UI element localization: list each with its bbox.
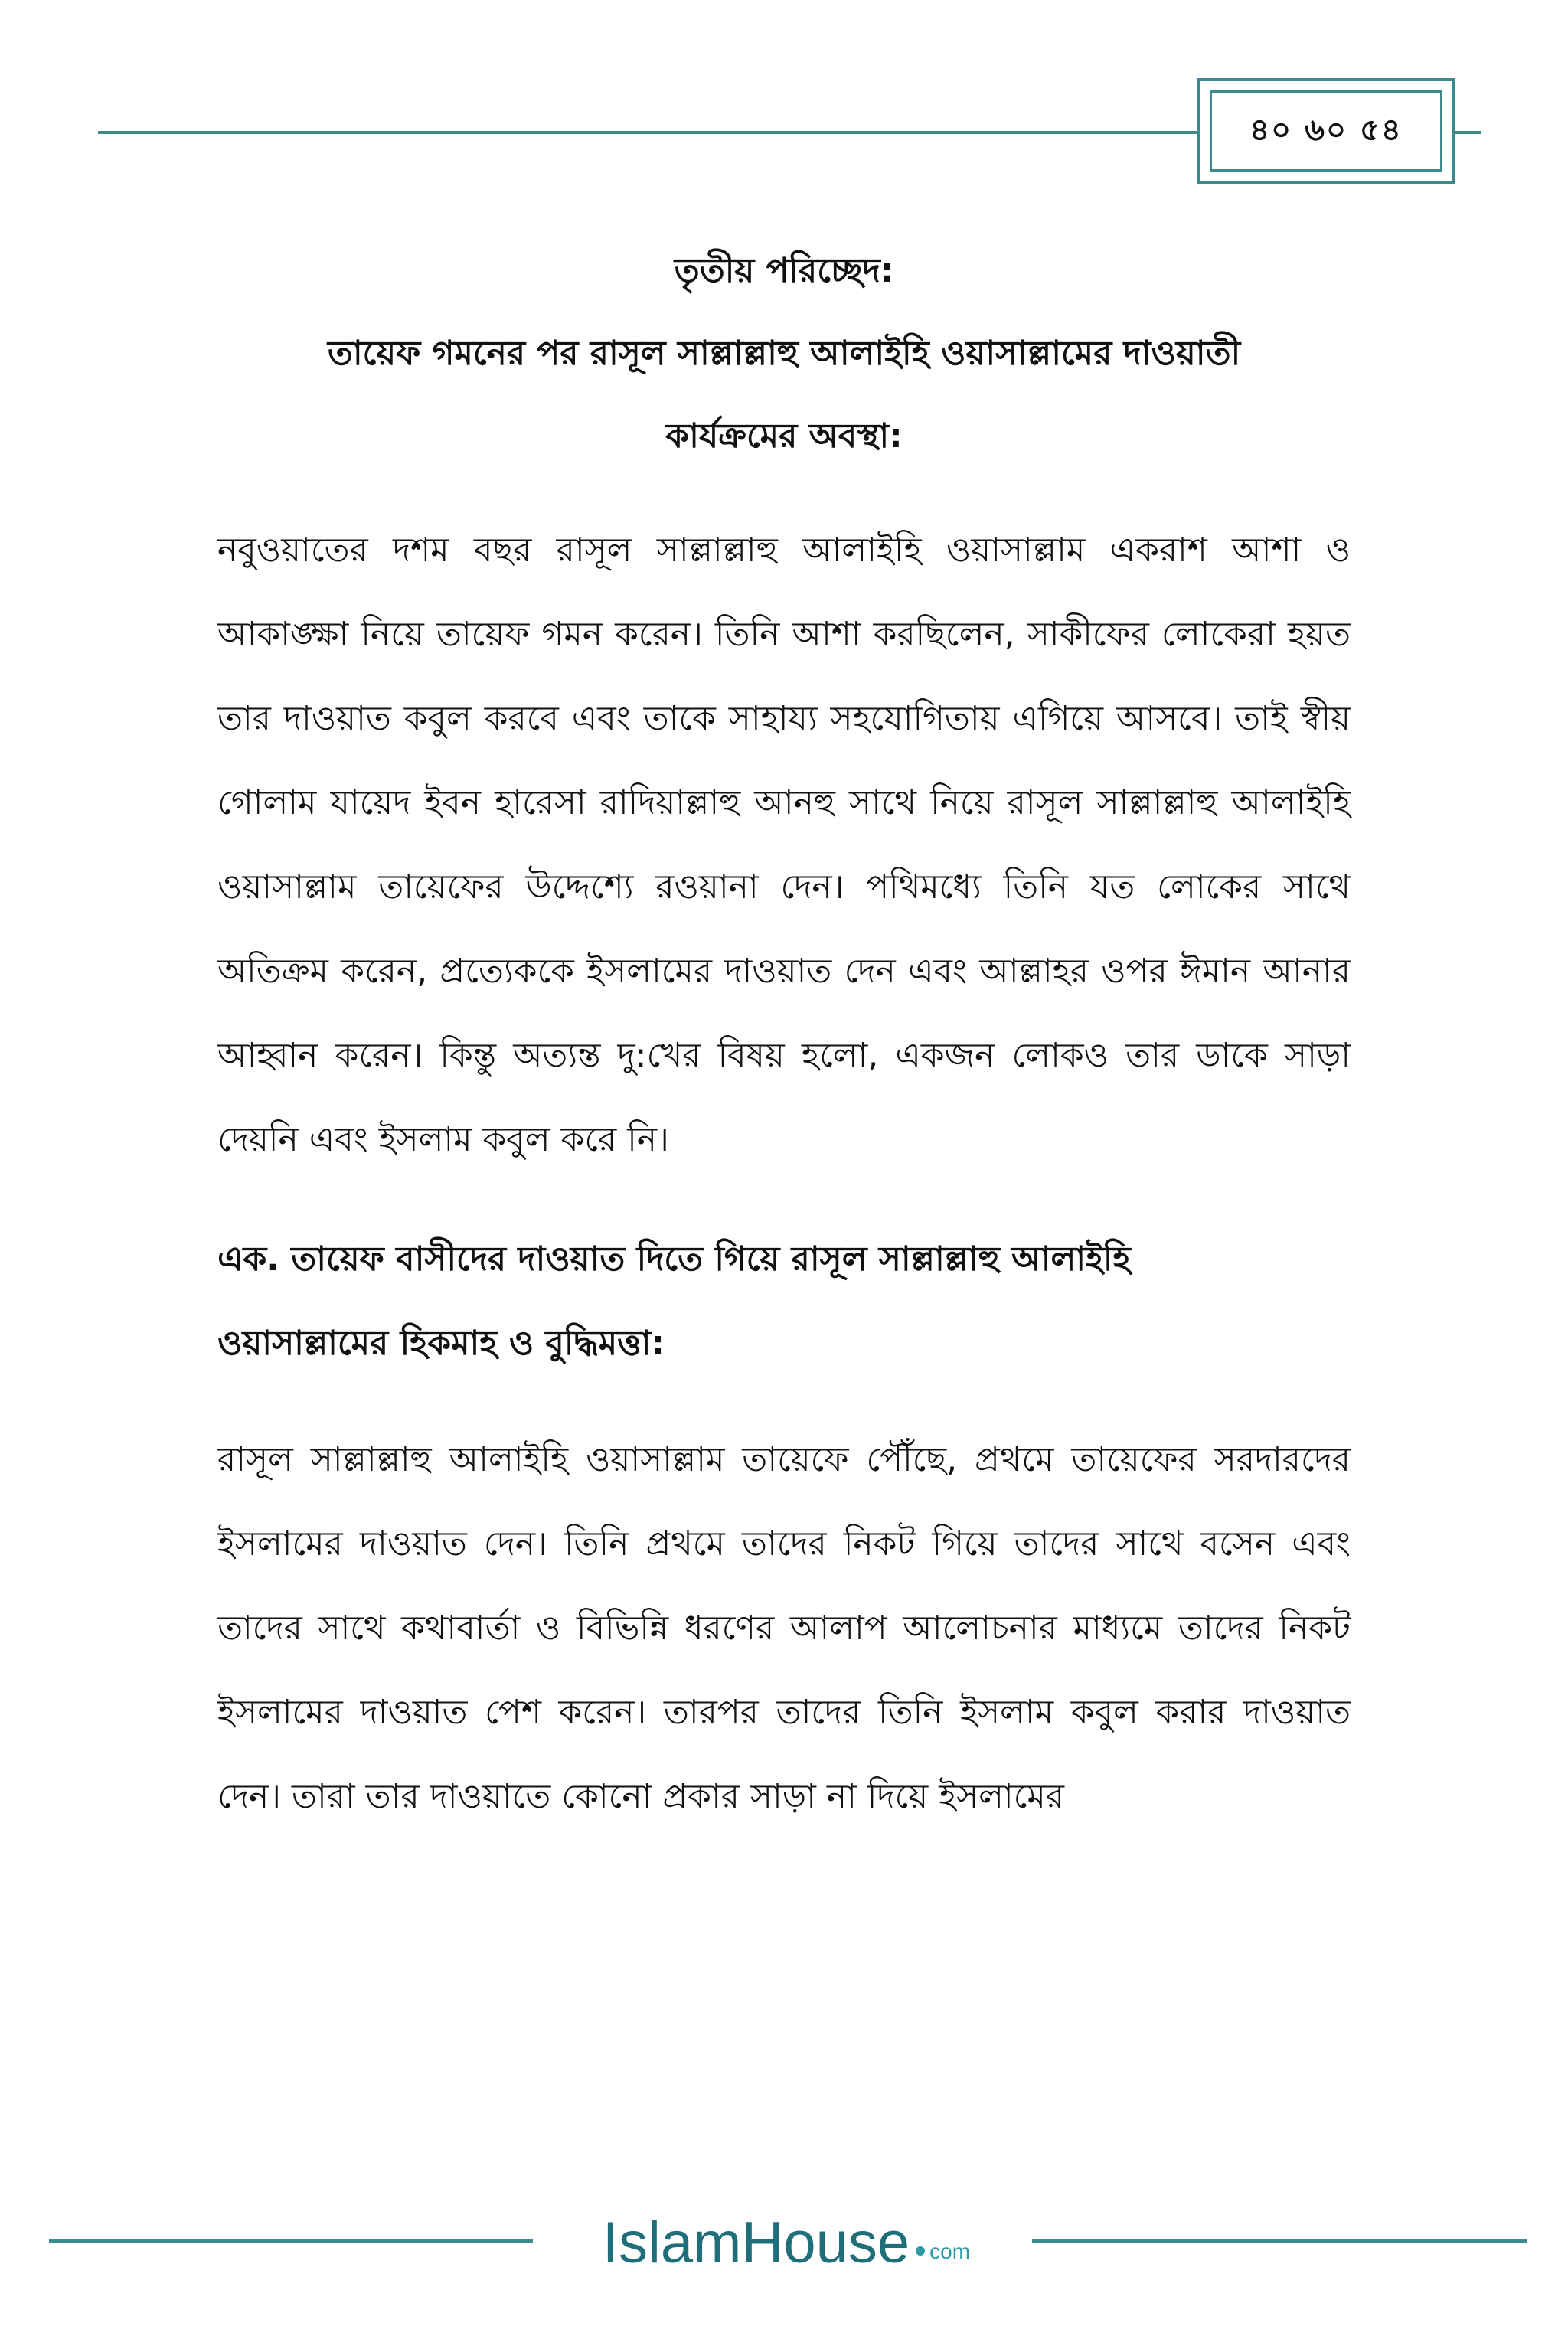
page-number-frame [1197, 78, 1455, 184]
section-heading [217, 1217, 1351, 1386]
page-number-frame-inner [1210, 90, 1442, 172]
logo-dot-icon [916, 2246, 925, 2256]
chapter-heading-line3: কার্যক্রমের অবস্থা: [665, 416, 903, 456]
footer-rule-right [1032, 2239, 1527, 2243]
chapter-heading [217, 230, 1351, 478]
section-heading-line2: ওয়াসাল্লামের হিকমাহ ও বুদ্ধিমত্তা: [217, 1324, 665, 1363]
logo-domain: com [929, 2239, 971, 2263]
chapter-heading-line1: তৃতীয় পরিচ্ছেদ: [674, 251, 894, 290]
page-number: ৪০ ৬০ ৫৪ [1250, 112, 1403, 148]
logo-wordmark: IslamHouse [602, 2210, 910, 2275]
islamhouse-logo [553, 2205, 1020, 2282]
header-rule-right [1455, 131, 1481, 134]
header-rule-left [98, 131, 1200, 134]
section-heading-line1: এক. তায়েফ বাসীদের দাওয়াত দিতে গিয়ে রাসূল সাল্লাল্লাহু আলাইহি [217, 1240, 1131, 1279]
body-paragraph-1: নবুওয়াতের দশম বছর রাসূল সাল্লাল্লাহু আলাইহি ওয়াসাল্লাম একরাশ আশা ও আকাঙ্ক্ষা নিয়ে তায়েফ গমন করেন। তিনি আশা করছিলেন, সাকীফের লোকেরা হয়ত তার দাওয়াত কবুল করবে এবং তাকে সাহায্য সহযোগিতায় এগিয়ে আসবে। তাই স্বীয় গোলাম যায়েদ ইবন হারেসা রাদিয়াল্লাহু আনহু সাথে নিয়ে রাসূল সাল্লাল্লাহু আলাইহি ওয়াসাল্লাম তায়েফের উদ্দেশ্যে রওয়ানা দেন। পথিমধ্যে তিনি যত লোকের সাথে অতিক্রম করেন, প্রত্যেককে ইসলামের দাওয়াত দেন এবং আল্লাহর ওপর ঈমান আনার আহ্বান করেন। কিন্তু অত্যন্ত দু:খের বিষয় হলো, একজন লোকও তার ডাকে সাড়া দেয়নি এবং ইসলাম কবুল করে নি। [217, 531, 1351, 1159]
body-paragraph-2: রাসূল সাল্লাল্লাহু আলাইহি ওয়াসাল্লাম তায়েফে পৌঁছে, প্রথমে তায়েফের সরদারদের ইসলামের দাওয়াত দেন। তিনি প্রথমে তাদের নিকট গিয়ে তাদের সাথে বসেন এবং তাদের সাথে কথাবার্তা ও বিভিন্নি ধরণের আলাপ আলোচনার মাধ্যমে তাদের নিকট ইসলামের দাওয়াত পেশ করেন। তারপর তাদের তিনি ইসলাম কবুল করার দাওয়াত দেন। তারা তার দাওয়াতে কোনো প্রকার সাড়া না দিয়ে ইসলামের [217, 1440, 1351, 1816]
footer-rule-left [49, 2239, 533, 2243]
page-content [217, 230, 1351, 1839]
chapter-heading-line2: তায়েফ গমনের পর রাসূল সাল্লাল্লাহু আলাইহি ওয়াসাল্লামের দাওয়াতী [327, 334, 1241, 373]
